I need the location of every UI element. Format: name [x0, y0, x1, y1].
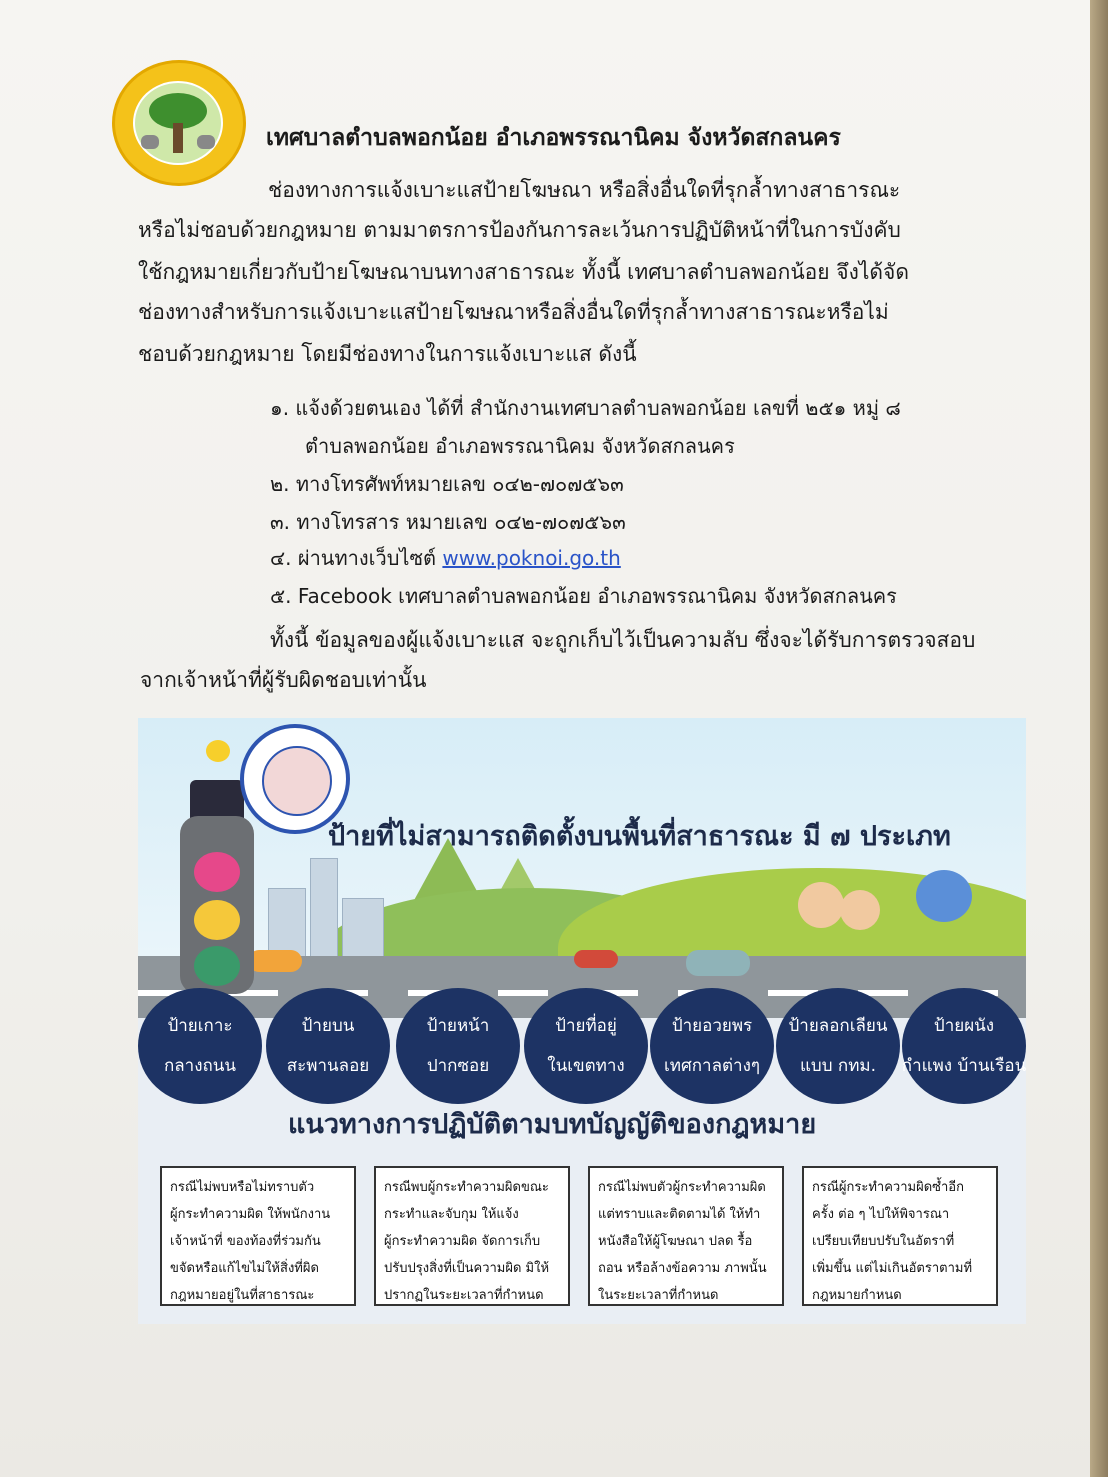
website-link[interactable]: www.poknoi.go.th [442, 546, 621, 570]
municipality-logo [112, 60, 246, 186]
closing-line: จากเจ้าหน้าที่ผู้รับผิดชอบเท่านั้น [140, 668, 427, 692]
banner-title: ป้ายที่ไม่สามารถติดตั้งบนพื้นที่สาธารณะ มี ๗ ประเภท [328, 821, 951, 852]
cyclist-icon [916, 870, 972, 922]
guideline-heading: แนวทางการปฏิบัติตามบทบัญญัติของกฎหมาย [288, 1109, 817, 1140]
guideline-box: กรณีไม่พบหรือไม่ทราบตัว ผู้กระทำความผิด ให้พนักงาน เจ้าหน้าที่ ของท้องที่ร่วมกัน ขจัดหรือแก้ไขไม่ให้สิ่งที่ผิด กฎหมายอยู่ในที่สาธารณะ [160, 1166, 356, 1306]
intro-line: หรือไม่ชอบด้วยกฎหมาย ตามมาตรการป้องกันการละเว้นการปฏิบัติหน้าที่ในการบังคับ [138, 218, 901, 242]
channel-item: ตำบลพอกน้อย อำเภอพรรณานิคม จังหวัดสกลนคร [305, 434, 735, 458]
sign-type-badge: ป้ายอวยพร เทศกาลต่างๆ [650, 988, 774, 1104]
channel-label: ๔. ผ่านทางเว็บไซต์ [270, 546, 443, 570]
logo-emblem [133, 81, 223, 165]
sign-type-badge: ป้ายผนัง กำแพง บ้านเรือน [902, 988, 1026, 1104]
page-title: เทศบาลตำบลพอกน้อย อำเภอพรรณานิคม จังหวัดสกลนคร [266, 125, 841, 151]
intro-line: ชอบด้วยกฎหมาย โดยมีช่องทางในการแจ้งเบาะแส ดังนี้ [138, 342, 637, 366]
table-edge [1090, 0, 1108, 1477]
intro-line: ช่องทางการแจ้งเบาะแสป้ายโฆษณา หรือสิ่งอื่นใดที่รุกล้ำทางสาธารณะ [268, 178, 901, 202]
channel-item [270, 542, 621, 574]
infographic [138, 718, 1026, 1324]
guideline-box: กรณีไม่พบตัวผู้กระทำความผิด แต่ทราบและติดตามได้ ให้ทำ หนังสือให้ผู้โฆษณา ปลด รื้อ ถอน หรือล้างข้อความ ภาพนั้น ในระยะเวลาที่กำหนด [588, 1166, 784, 1306]
sign-type-badge: ป้ายลอกเลียน แบบ กทม. [776, 988, 900, 1104]
intro-line: ช่องทางสำหรับการแจ้งเบาะแสป้ายโฆษณาหรือสิ่งอื่นใดที่รุกล้ำทางสาธารณะหรือไม่ [138, 300, 889, 324]
person-icon [798, 882, 844, 928]
guideline-box: กรณีผู้กระทำความผิดซ้ำอีก ครั้ง ต่อ ๆ ไปให้พิจารณา เปรียบเทียบปรับในอัตราที่ เพิ่มขึ้น แต่ไม่เกินอัตราตามที่ กฎหมายกำหนด [802, 1166, 998, 1306]
sign-type-badge: ป้ายหน้า ปากซอย [396, 988, 520, 1104]
channel-item: ๓. ทางโทรสาร หมายเลข ๐๔๒-๗๐๗๕๖๓ [270, 510, 626, 534]
car-icon [248, 950, 302, 972]
closing-line: ทั้งนี้ ข้อมูลของผู้แจ้งเบาะแส จะถูกเก็บไว้เป็นความลับ ซึ่งจะได้รับการตรวจสอบ [270, 628, 976, 652]
bird-icon [206, 740, 230, 762]
elephant-icon [141, 135, 159, 149]
channel-item: ๕. Facebook เทศบาลตำบลพอกน้อย อำเภอพรรณานิคม จังหวัดสกลนคร [270, 584, 897, 608]
sign-type-badge: ป้ายเกาะ กลางถนน [138, 988, 262, 1104]
channel-item: ๒. ทางโทรศัพท์หมายเลข ๐๔๒-๗๐๗๕๖๓ [270, 472, 624, 496]
intro-line: ใช้กฎหมายเกี่ยวกับป้ายโฆษณาบนทางสาธารณะ ทั้งนี้ เทศบาลตำบลพอกน้อย จึงได้จัด [138, 260, 909, 284]
car-icon [686, 950, 750, 976]
guideline-box: กรณีพบผู้กระทำความผิดขณะ กระทำและจับกุม ให้แจ้ง ผู้กระทำความผิด จัดการเก็บ ปรับปรุงสิ่งที่เป็นความผิด มิให้ ปรากฏในระยะเวลาที่กำหนด [374, 1166, 570, 1306]
sign-type-badge: ป้ายบน สะพานลอย [266, 988, 390, 1104]
sign-type-badge: ป้ายที่อยู่ ในเขตทาง [524, 988, 648, 1104]
elephant-icon [197, 135, 215, 149]
traffic-light-icon [180, 816, 254, 994]
channel-item: ๑. แจ้งด้วยตนเอง ได้ที่ สำนักงานเทศบาลตำบลพอกน้อย เลขที่ ๒๕๑ หมู่ ๘ [270, 396, 901, 420]
person-icon [840, 890, 880, 930]
car-icon [574, 950, 618, 968]
hat-icon [190, 780, 244, 820]
